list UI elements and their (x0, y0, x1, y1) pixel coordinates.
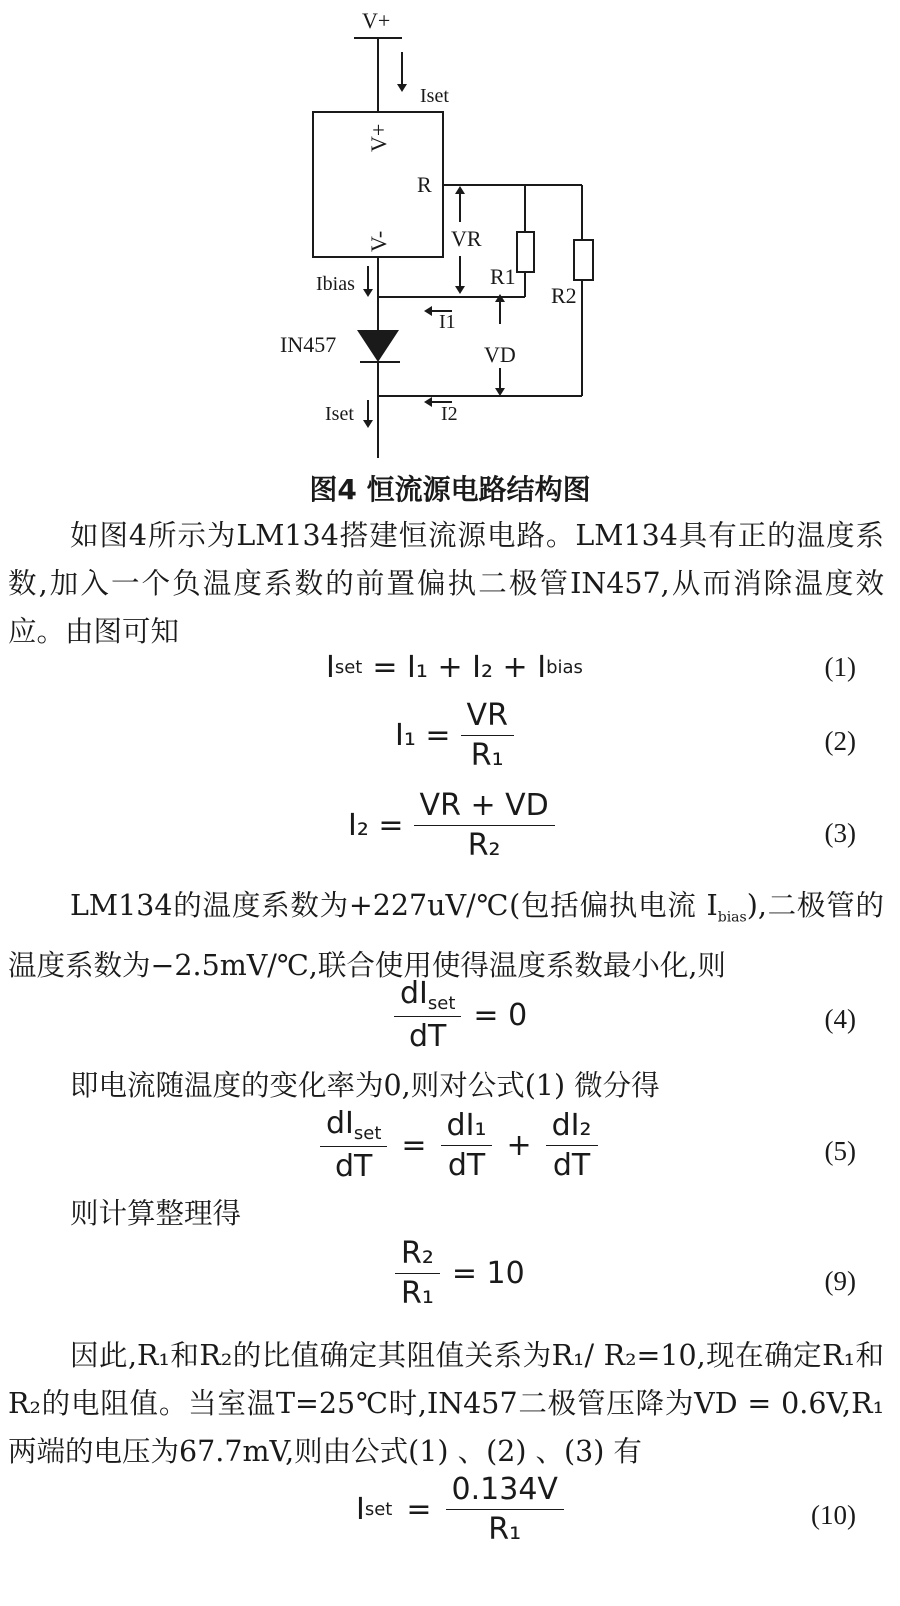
arrow-vr-down (455, 286, 465, 294)
label-i1: I1 (439, 311, 456, 333)
equation-number: (3) (824, 818, 856, 848)
label-iset-top: Iset (420, 85, 449, 107)
equation-9: $\frac{\text{R₂}}{\text{R₁}}$ = 10 (9) (0, 1236, 900, 1326)
label-i2: I2 (441, 403, 458, 425)
arrow-vd-down (495, 388, 505, 396)
arrow-i1 (424, 306, 432, 316)
label-r-pin: R (417, 172, 432, 197)
equation-number: (1) (824, 652, 856, 682)
paragraph-temp-coef: LM134的温度系数为+227uV/℃(包括偏执电流 $I_{bias}$),二极管的温度系数为−2.5mV/℃,联合使用使得温度系数最小化,则 (8, 889, 884, 982)
diode-symbol (357, 330, 399, 362)
arrow-iset-bottom (363, 420, 373, 428)
label-vd: VD (484, 342, 516, 367)
paragraph-diff: 即电流随温度的变化率为0,则对公式(1) 微分得 (70, 1069, 660, 1102)
label-r2: R2 (551, 283, 577, 308)
equation-number: (10) (811, 1500, 856, 1530)
label-vminus-pin: V- (366, 230, 391, 252)
paragraph-intro: 如图4所示为LM134搭建恒流源电路。LM134具有正的温度系数,加入一个负温度系数的前置偏执二极管IN457,从而消除温度效应。由图可知 (8, 519, 884, 648)
label-diode: IN457 (280, 332, 337, 357)
equation-10: I set = $\frac{0.134V}{\text{R₁}}$ (10) (356, 1472, 856, 1547)
paragraph-result: 则计算整理得 (70, 1197, 242, 1230)
label-vr: VR (451, 226, 482, 251)
arrow-iset-top (397, 84, 407, 92)
equation-1: I set = I₁ + I₂ + I bias (1) (326, 650, 856, 685)
equation-number: (9) (824, 1266, 856, 1296)
resistor-r2 (574, 240, 593, 280)
arrow-ibias (363, 289, 373, 297)
equation-2: I₁ = $\frac{VR}{\text{R₁}}$ (2) (395, 698, 856, 773)
equation-number: (4) (824, 1004, 856, 1034)
equation-3: I₂ = $\frac{VR + VD}{\text{R₂}}$ (3) (348, 788, 856, 863)
figure-caption: 图4 恒流源电路结构图 (309, 473, 591, 506)
equation-number: (2) (824, 726, 856, 756)
equation-4: $\frac{dI_{set}}{dT}$ = 0 (4) (0, 976, 900, 1066)
arrow-i2 (424, 397, 432, 407)
label-vplus-top: V+ (362, 8, 391, 33)
resistor-r1 (517, 232, 534, 272)
label-r1: R1 (490, 264, 516, 289)
equation-number: (5) (824, 1136, 856, 1166)
paragraph-conclusion: 因此,R₁和R₂的比值确定其阻值关系为R₁/ R₂=10,现在确定R₁和R₂的电阻值。当室温T=25℃时,IN457二极管压降为VD = 0.6V,R₁两端的电压为67.7mV,则由公式(1) 、(2) 、(3) 有 (8, 1339, 884, 1468)
circuit-diagram (0, 0, 900, 470)
arrow-vr-up (455, 186, 465, 194)
label-vplus-pin: V+ (366, 123, 391, 152)
label-ibias: Ibias (316, 273, 355, 295)
label-iset-bottom: Iset (325, 403, 354, 425)
equation-5: $\frac{dI_{set}}{dT}$ = $\frac{\text{dI₁}}{dT}$ + $\frac{\text{dI₂}}{dT}$ (5) (0, 1106, 900, 1196)
